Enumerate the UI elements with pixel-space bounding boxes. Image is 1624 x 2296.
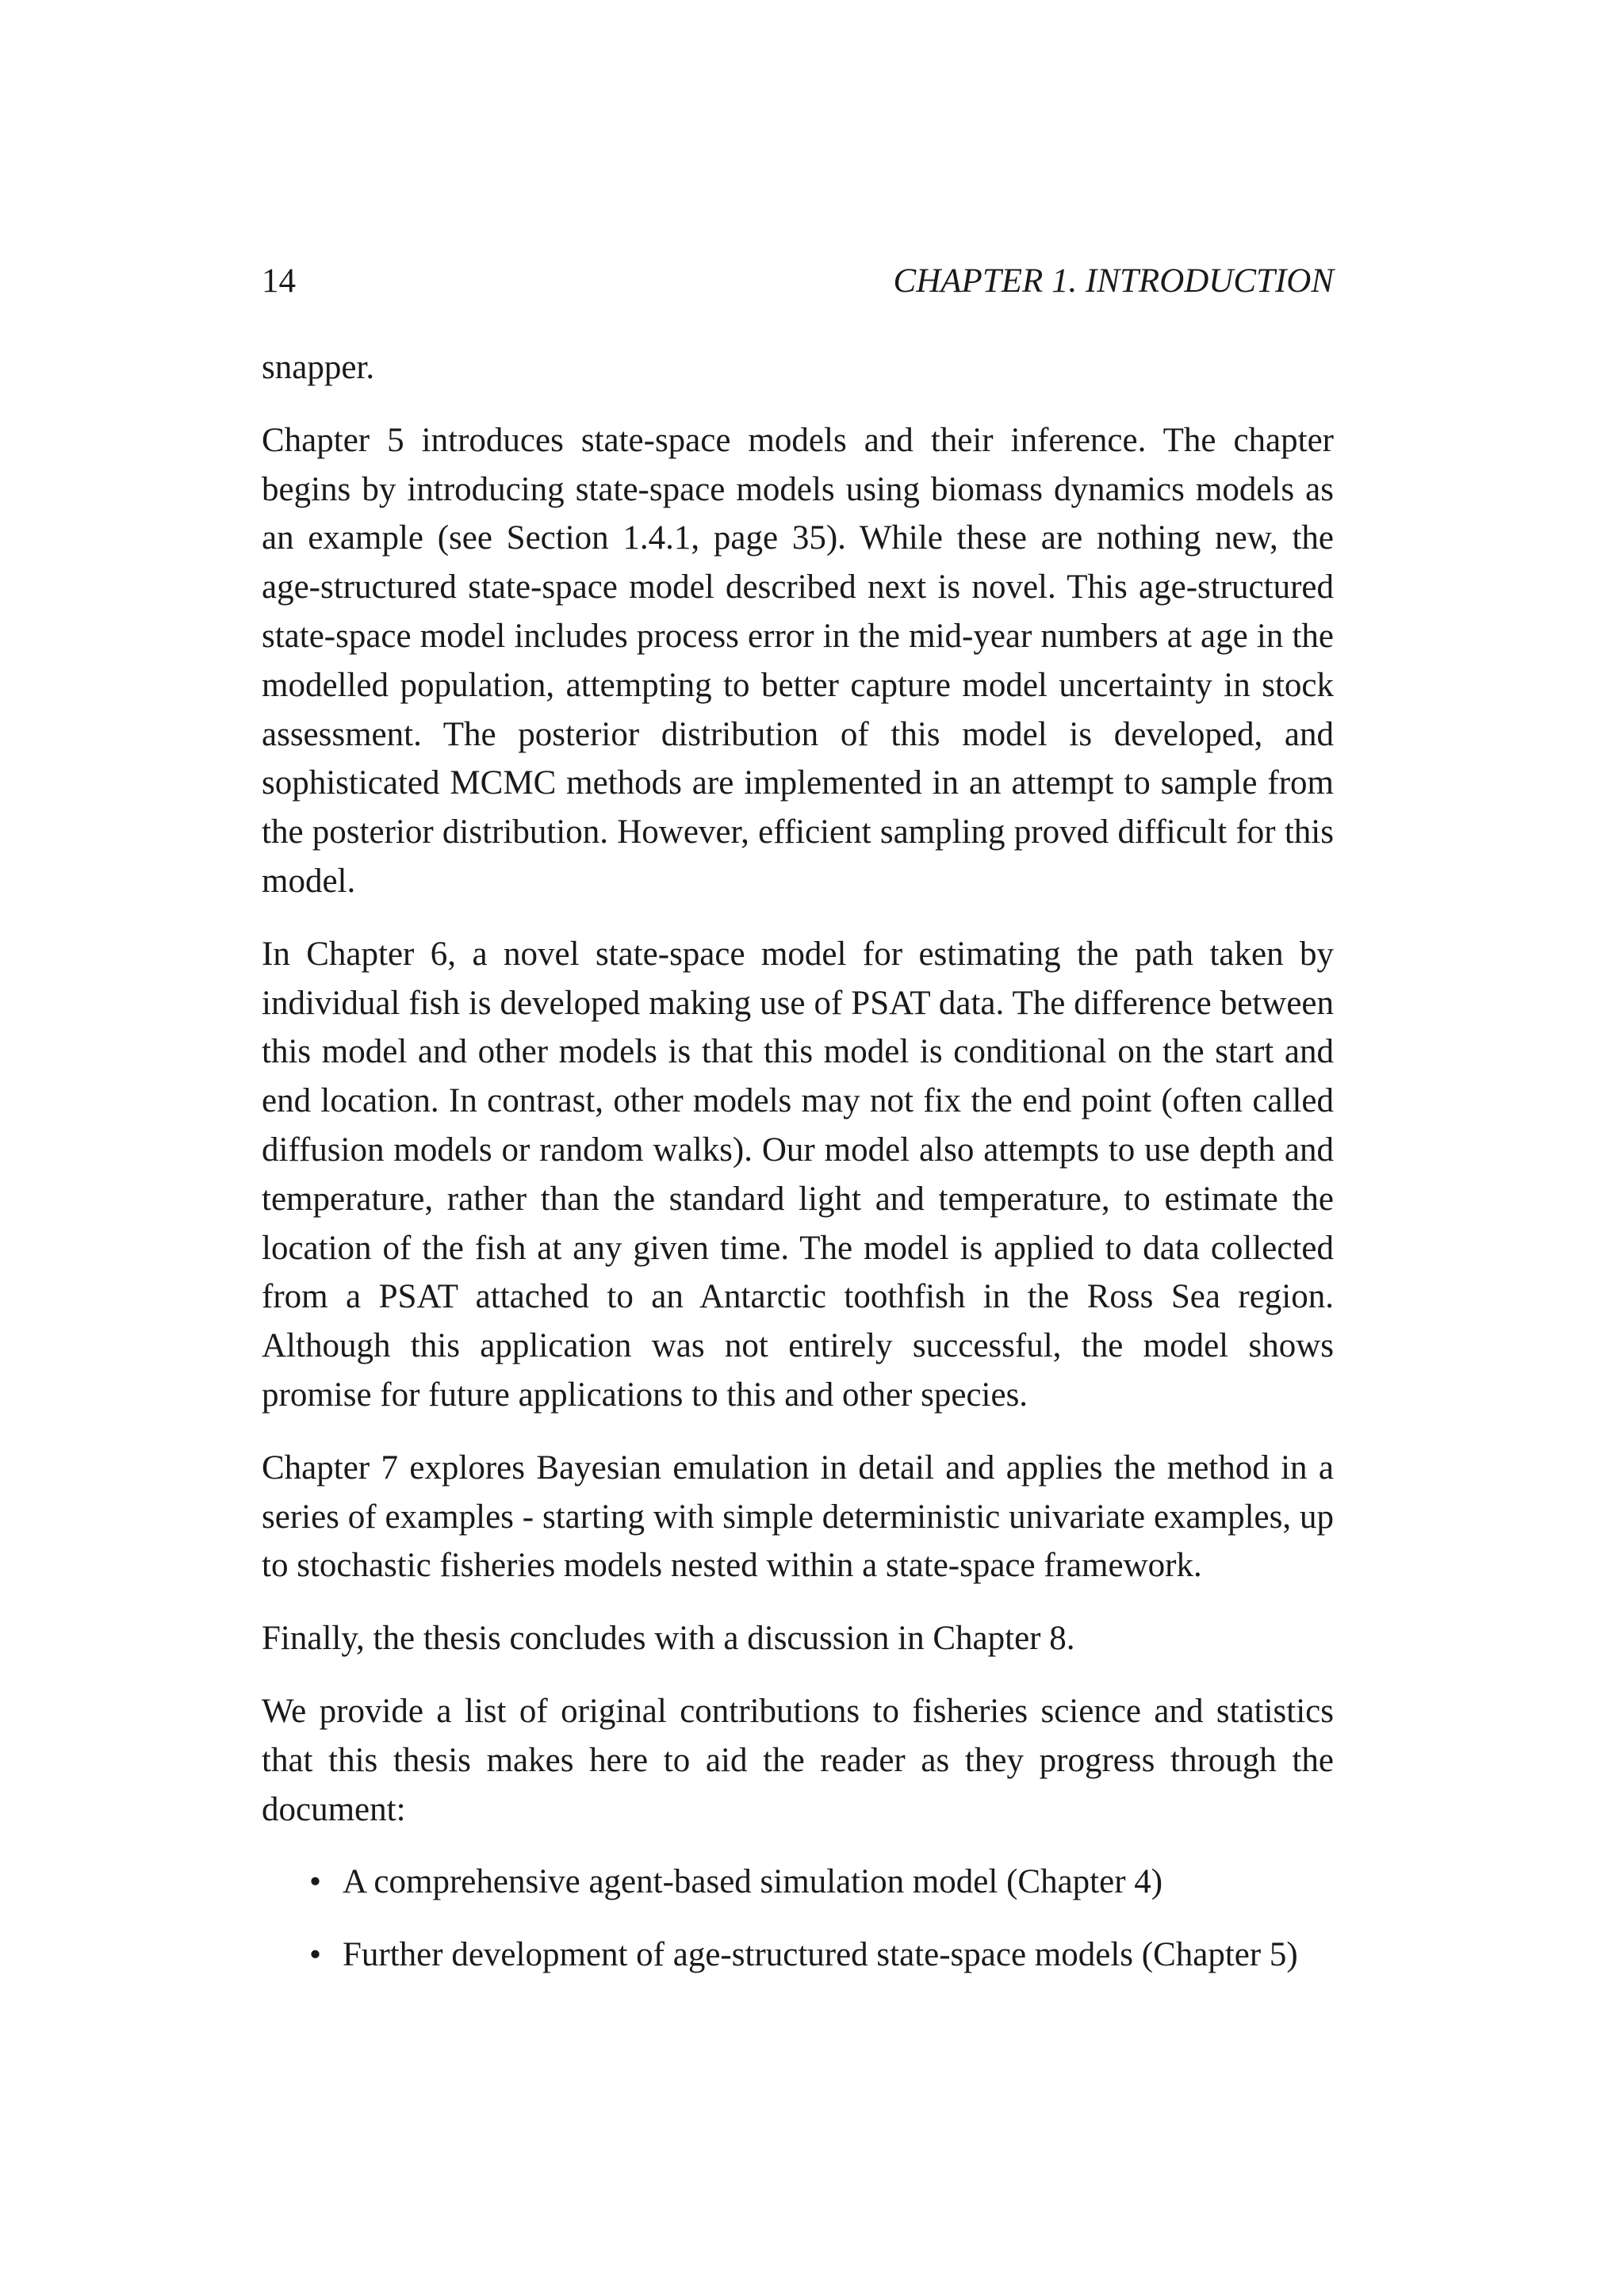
list-item (262, 1931, 1334, 1980)
bullet-icon: • (309, 1936, 322, 1974)
paragraph-continuation: snapper. (262, 349, 375, 386)
paragraph-chapter-5: Chapter 5 introduces state-space models and their inference. The chapter begins by introducing state-space models using biomass dynamics models as an example (see Section 1.4.1, page 35). While these are nothing new, the age-structured state-space model described next is novel. This age-structured state-space model includes process error in the mid-year numbers at age in the modelled population, attempting to better capture model uncertainty in stock assessment. The posterior distribution of this model is developed, and sophisticated MCMC methods are implemented in an attempt to sample from the posterior distribution. However, efficient sampling proved difficult for this model. (262, 421, 1334, 900)
list-item-text: A comprehensive agent-based simulation model (Chapter 4) (343, 1863, 1163, 1901)
paragraph-chapter-8: Finally, the thesis concludes with a discussion in Chapter 8. (262, 1620, 1075, 1658)
bullet-icon: • (309, 1863, 322, 1901)
contributions-list (262, 1858, 1334, 1980)
page-header (262, 254, 1334, 301)
running-head: CHAPTER 1. INTRODUCTION (893, 262, 1334, 300)
paragraph-contributions-intro: We provide a list of original contributions to fisheries science and statistics that this thesis makes here to aid the reader as they progress through the document: (262, 1692, 1334, 1828)
page-number: 14 (262, 262, 296, 300)
list-item-text: Further development of age-structured state-space models (Chapter 5) (343, 1936, 1298, 1974)
paragraph-chapter-7: Chapter 7 explores Bayesian emulation in detail and applies the method in a series of examples - starting with simple deterministic univariate examples, up to stochastic fisheries models nested within a state-space framework. (262, 1448, 1334, 1585)
body-text (262, 343, 1334, 2003)
paragraph-chapter-6: In Chapter 6, a novel state-space model for estimating the path taken by individual fish is developed making use of PSAT data. The difference between this model and other models is that this model is conditional on the start and end location. In contrast, other models may not fix the end point (often called diffusion models or random walks). Our model also attempts to use depth and temperature, rather than the standard light and temperature, to estimate the location of the fish at any given time. The model is applied to data collected from a PSAT attached to an Antarctic toothfish in the Ross Sea region. Although this application was not entirely successful, the model shows promise for future applications to this and other species. (262, 935, 1334, 1414)
list-item (262, 1858, 1334, 1907)
